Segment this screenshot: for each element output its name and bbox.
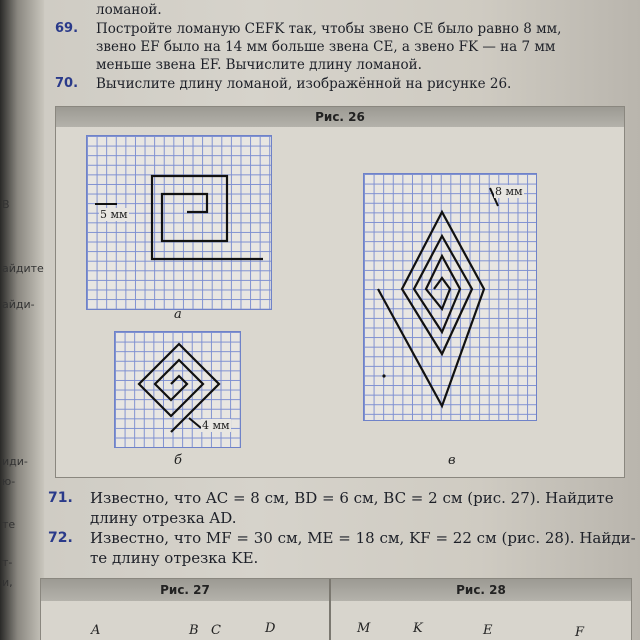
margin-text: иди- xyxy=(2,455,28,468)
point-label: D xyxy=(265,621,276,636)
grid-panel-a xyxy=(86,135,272,310)
problem-text: звено EF было на 14 мм больше звена CE, а звено FK — на 7 мм xyxy=(96,39,556,55)
figure-title: Рис. 26 xyxy=(56,107,624,127)
problem-number: 69. xyxy=(55,21,79,36)
point-label: A xyxy=(91,623,101,638)
point-label: C xyxy=(211,623,221,638)
point-label: B xyxy=(189,623,199,638)
figure-28-title: Рис. 28 xyxy=(331,579,631,601)
spiral-polyline-a xyxy=(87,136,271,309)
point-label: M xyxy=(357,621,371,636)
figure-27-title: Рис. 27 xyxy=(41,579,329,601)
point-label: F xyxy=(575,625,585,640)
grid-panel-b xyxy=(114,331,241,448)
problem-text: те длину отрезка KE. xyxy=(90,549,259,567)
margin-text: и, xyxy=(2,576,13,589)
point-label: K xyxy=(413,621,423,636)
problem-text: длину отрезка AD. xyxy=(90,509,237,527)
scale-label: 8 мм xyxy=(495,185,523,198)
margin-text: т- xyxy=(2,556,13,569)
figure-26 xyxy=(55,106,625,478)
panel-label: в xyxy=(448,453,456,468)
margin-text: айди- xyxy=(2,298,35,311)
figures-27-28 xyxy=(40,578,632,640)
problem-68-tail: ломаной. xyxy=(96,2,162,18)
panel-label: а xyxy=(174,307,182,322)
grid-panel-v xyxy=(363,173,537,421)
point-label: E xyxy=(483,623,493,638)
rhombus-polyline-v xyxy=(364,174,536,420)
scale-label: 4 мм xyxy=(202,419,230,432)
problem-text: меньше звена EF. Вычислите длину ломаной. xyxy=(96,57,422,73)
scale-label: 5 мм xyxy=(100,208,128,221)
problem-number: 71. xyxy=(48,490,73,506)
margin-text: В xyxy=(2,198,10,211)
margin-text: те xyxy=(2,518,16,531)
problem-number: 70. xyxy=(55,76,79,91)
adjacent-page-edge xyxy=(0,0,44,640)
margin-text: ю- xyxy=(2,475,16,488)
problem-text: Известно, что AC = 8 см, BD = 6 см, BC = 2 см (рис. 27). Найдите xyxy=(90,489,614,507)
problem-text: Постройте ломаную CEFK так, чтобы звено CE было равно 8 мм, xyxy=(96,21,562,37)
problem-text: Вычислите длину ломаной, изображённой на рисунке 26. xyxy=(96,76,512,92)
panel-label: б xyxy=(174,453,182,468)
margin-text: айдите xyxy=(2,262,44,275)
problem-number: 72. xyxy=(48,530,73,546)
problem-text: Известно, что MF = 30 см, ME = 18 см, KF = 22 см (рис. 28). Найди- xyxy=(90,529,636,547)
